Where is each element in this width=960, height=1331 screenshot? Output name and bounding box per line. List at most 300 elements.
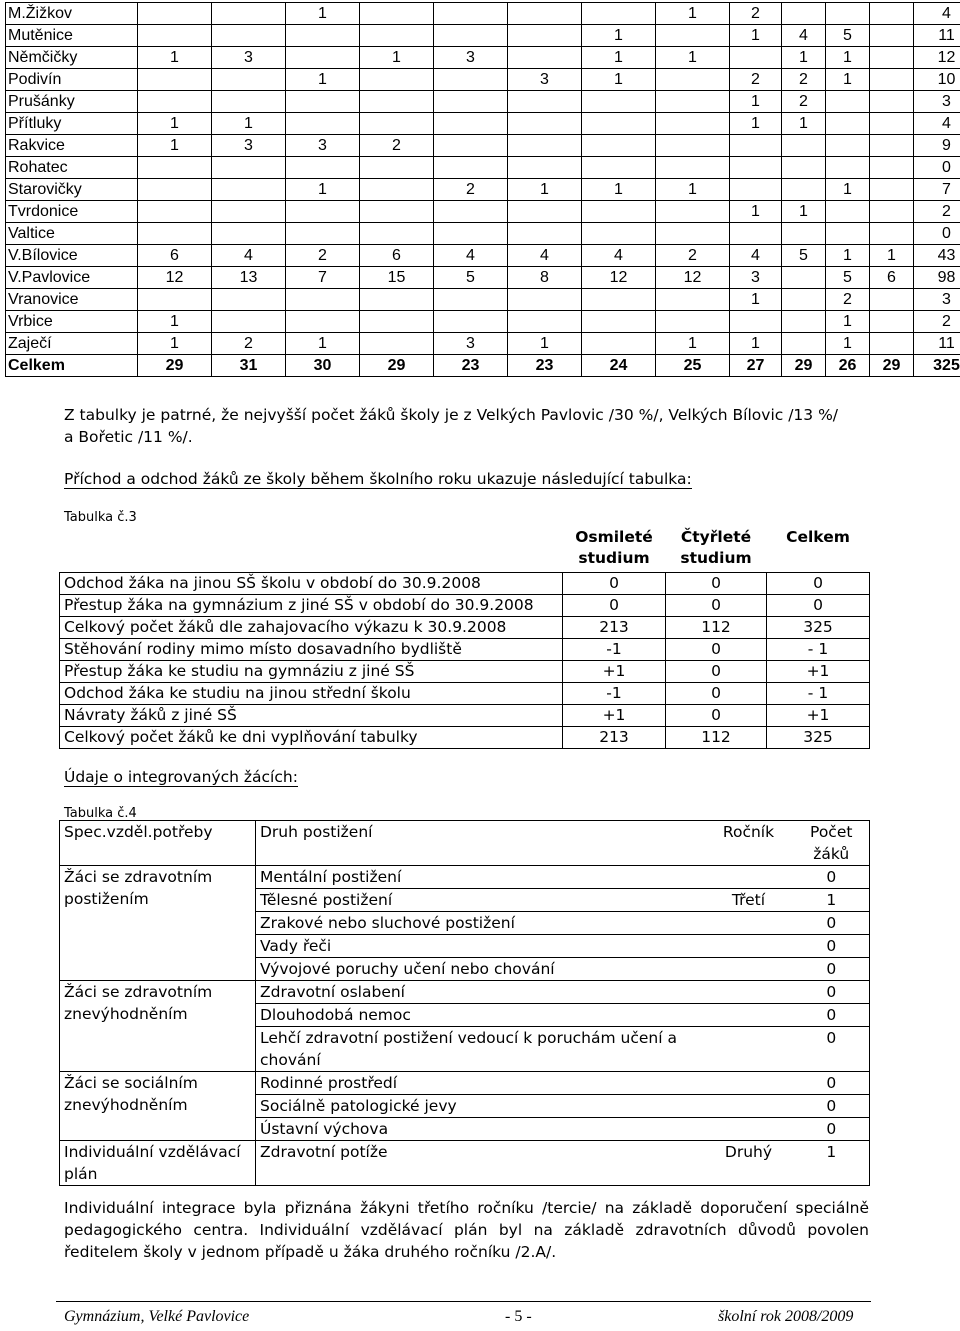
value-cell bbox=[656, 289, 730, 311]
value-cell bbox=[434, 157, 508, 179]
town-row bbox=[6, 69, 960, 91]
value-cell bbox=[656, 157, 730, 179]
value-cell bbox=[730, 179, 782, 201]
row-total-cell: 325 bbox=[914, 355, 960, 377]
value-cell bbox=[360, 91, 434, 113]
value-cell bbox=[138, 289, 212, 311]
value-cell bbox=[434, 289, 508, 311]
value-cell bbox=[138, 69, 212, 91]
value-cell: 30 bbox=[286, 355, 360, 377]
value-cell bbox=[286, 25, 360, 47]
four-year-cell: 0 bbox=[666, 594, 767, 616]
value-cell bbox=[360, 179, 434, 201]
town-name-cell: Podivín bbox=[6, 69, 138, 91]
row-total-cell: 12 bbox=[914, 47, 960, 69]
t4-count: 0 bbox=[794, 912, 870, 935]
value-cell bbox=[782, 311, 826, 333]
value-cell bbox=[730, 223, 782, 245]
eight-year-cell: 0 bbox=[563, 572, 666, 594]
row-total-cell: 7 bbox=[914, 179, 960, 201]
town-row bbox=[6, 91, 960, 113]
row-total-cell: 11 bbox=[914, 25, 960, 47]
value-cell: 2 bbox=[782, 69, 826, 91]
town-name-cell: V.Bílovice bbox=[6, 245, 138, 267]
t4-category-health: Žáci se zdravotním postižením bbox=[60, 866, 256, 981]
value-cell: 1 bbox=[582, 69, 656, 91]
town-row bbox=[6, 333, 960, 355]
value-cell: 1 bbox=[582, 179, 656, 201]
value-cell bbox=[360, 113, 434, 135]
row-total-cell: 3 bbox=[914, 289, 960, 311]
value-cell bbox=[360, 3, 434, 25]
t4-count: 0 bbox=[794, 1095, 870, 1118]
value-cell: 2 bbox=[360, 135, 434, 157]
value-cell: 29 bbox=[782, 355, 826, 377]
value-cell: 1 bbox=[730, 289, 782, 311]
value-cell: 3 bbox=[434, 47, 508, 69]
footer-rule bbox=[56, 1301, 871, 1302]
four-year-cell: 0 bbox=[666, 682, 767, 704]
town-name-cell: Starovičky bbox=[6, 179, 138, 201]
value-cell bbox=[582, 3, 656, 25]
integration-line: pedagogického centra. Individuální vzdělávací plán byl na základě zdravotních důvodů povolen bbox=[64, 1221, 869, 1239]
transfer-row bbox=[60, 682, 870, 704]
value-cell bbox=[212, 201, 286, 223]
value-cell: 13 bbox=[212, 267, 286, 289]
footer-page-number: - 5 - bbox=[505, 1308, 532, 1325]
transfer-label-cell: Návraty žáků z jiné SŠ bbox=[60, 704, 563, 726]
value-cell: 2 bbox=[826, 289, 870, 311]
value-cell: 2 bbox=[434, 179, 508, 201]
value-cell: 1 bbox=[730, 201, 782, 223]
summary-paragraph bbox=[64, 404, 838, 448]
value-cell: 5 bbox=[826, 25, 870, 47]
value-cell bbox=[212, 91, 286, 113]
value-cell: 1 bbox=[508, 333, 582, 355]
row-total-cell: 43 bbox=[914, 245, 960, 267]
value-cell bbox=[138, 201, 212, 223]
value-cell bbox=[582, 157, 656, 179]
value-cell: 1 bbox=[286, 333, 360, 355]
value-cell: 1 bbox=[138, 135, 212, 157]
value-cell bbox=[582, 201, 656, 223]
town-row bbox=[6, 3, 960, 25]
value-cell bbox=[508, 157, 582, 179]
value-cell bbox=[656, 69, 730, 91]
integration-paragraph bbox=[64, 1197, 869, 1263]
value-cell: 15 bbox=[360, 267, 434, 289]
value-cell: 1 bbox=[826, 69, 870, 91]
value-cell: 29 bbox=[870, 355, 914, 377]
value-cell bbox=[826, 91, 870, 113]
value-cell: 6 bbox=[360, 245, 434, 267]
value-cell bbox=[826, 3, 870, 25]
value-cell bbox=[782, 333, 826, 355]
value-cell: 25 bbox=[656, 355, 730, 377]
town-name-cell: Prušánky bbox=[6, 91, 138, 113]
row-total-cell: 2 bbox=[914, 311, 960, 333]
value-cell bbox=[826, 201, 870, 223]
value-cell bbox=[870, 3, 914, 25]
t4-year: Třetí bbox=[704, 889, 794, 912]
value-cell: 12 bbox=[138, 267, 212, 289]
value-cell bbox=[286, 201, 360, 223]
value-cell bbox=[360, 157, 434, 179]
value-cell: 1 bbox=[656, 47, 730, 69]
t4-type: Dlouhodobá nemoc bbox=[256, 1004, 704, 1027]
t4-type: Ústavní výchova bbox=[256, 1118, 704, 1141]
value-cell bbox=[782, 223, 826, 245]
t4-type: Vývojové poruchy učení nebo chování bbox=[256, 958, 704, 981]
value-cell: 3 bbox=[286, 135, 360, 157]
value-cell bbox=[870, 113, 914, 135]
eight-year-cell: +1 bbox=[563, 704, 666, 726]
value-cell: 1 bbox=[730, 25, 782, 47]
t4-category-social: Žáci se sociálním znevýhodněním bbox=[60, 1072, 256, 1141]
t4-count: 0 bbox=[794, 1072, 870, 1095]
transfer-label-cell: Odchod žáka na jinou SŠ školu v období do 30.9.2008 bbox=[60, 572, 563, 594]
value-cell: 26 bbox=[826, 355, 870, 377]
t4-type: Sociálně patologické jevy bbox=[256, 1095, 704, 1118]
t4-header-category: Spec.vzděl.potřeby bbox=[60, 821, 256, 866]
value-cell: 1 bbox=[508, 179, 582, 201]
value-cell bbox=[656, 113, 730, 135]
value-cell bbox=[870, 47, 914, 69]
value-cell bbox=[508, 25, 582, 47]
value-cell bbox=[582, 91, 656, 113]
value-cell: 7 bbox=[286, 267, 360, 289]
transfer-label-cell: Odchod žáka ke studiu na jinou střední školu bbox=[60, 682, 563, 704]
t4-year bbox=[704, 1095, 794, 1118]
value-cell bbox=[360, 201, 434, 223]
value-cell: 1 bbox=[782, 47, 826, 69]
value-cell bbox=[870, 25, 914, 47]
value-cell bbox=[286, 289, 360, 311]
value-cell bbox=[508, 3, 582, 25]
value-cell bbox=[212, 69, 286, 91]
value-cell bbox=[508, 289, 582, 311]
value-cell bbox=[508, 135, 582, 157]
value-cell: 1 bbox=[826, 311, 870, 333]
value-cell bbox=[508, 201, 582, 223]
t4-type: Tělesné postižení bbox=[256, 889, 704, 912]
t3-header-eight-year: Osmileté studium bbox=[575, 528, 653, 567]
value-cell bbox=[212, 3, 286, 25]
value-cell: 1 bbox=[826, 333, 870, 355]
four-year-cell: 112 bbox=[666, 726, 767, 748]
value-cell: 4 bbox=[434, 245, 508, 267]
value-cell bbox=[286, 311, 360, 333]
total-cell: 0 bbox=[767, 594, 870, 616]
value-cell: 4 bbox=[582, 245, 656, 267]
value-cell: 27 bbox=[730, 355, 782, 377]
value-cell: 1 bbox=[782, 113, 826, 135]
value-cell: 1 bbox=[286, 3, 360, 25]
value-cell bbox=[508, 91, 582, 113]
t4-type: Rodinné prostředí bbox=[256, 1072, 704, 1095]
value-cell bbox=[656, 25, 730, 47]
value-cell bbox=[508, 223, 582, 245]
value-cell bbox=[730, 135, 782, 157]
integrated-students-table bbox=[59, 820, 870, 1186]
transfer-row bbox=[60, 660, 870, 682]
value-cell bbox=[138, 91, 212, 113]
transfer-label-cell: Přestup žáka na gymnázium z jiné SŠ v období do 30.9.2008 bbox=[60, 594, 563, 616]
value-cell: 23 bbox=[434, 355, 508, 377]
row-total-cell: 4 bbox=[914, 113, 960, 135]
value-cell bbox=[138, 223, 212, 245]
value-cell bbox=[360, 223, 434, 245]
value-cell: 12 bbox=[582, 267, 656, 289]
t4-count: 0 bbox=[794, 935, 870, 958]
value-cell bbox=[434, 311, 508, 333]
value-cell: 24 bbox=[582, 355, 656, 377]
value-cell: 1 bbox=[360, 47, 434, 69]
t4-count: 0 bbox=[794, 1004, 870, 1027]
value-cell bbox=[870, 333, 914, 355]
value-cell bbox=[782, 135, 826, 157]
four-year-cell: 0 bbox=[666, 660, 767, 682]
value-cell bbox=[286, 91, 360, 113]
town-row bbox=[6, 25, 960, 47]
value-cell: 1 bbox=[138, 311, 212, 333]
transfer-label-cell: Celkový počet žáků ke dni vyplňování tabulky bbox=[60, 726, 563, 748]
town-row bbox=[6, 311, 960, 333]
town-name-cell: Přítluky bbox=[6, 113, 138, 135]
value-cell bbox=[782, 179, 826, 201]
value-cell: 4 bbox=[730, 245, 782, 267]
table4-caption: Tabulka č.4 bbox=[64, 806, 137, 821]
value-cell bbox=[138, 25, 212, 47]
value-cell bbox=[730, 311, 782, 333]
value-cell bbox=[434, 91, 508, 113]
value-cell bbox=[656, 201, 730, 223]
four-year-cell: 0 bbox=[666, 704, 767, 726]
value-cell: 23 bbox=[508, 355, 582, 377]
value-cell: 2 bbox=[286, 245, 360, 267]
t4-category-disadvantage: Žáci se zdravotním znevýhodněním bbox=[60, 981, 256, 1072]
row-total-cell: 0 bbox=[914, 157, 960, 179]
town-name-cell: V.Pavlovice bbox=[6, 267, 138, 289]
value-cell bbox=[870, 289, 914, 311]
transfer-row bbox=[60, 616, 870, 638]
t4-count: 0 bbox=[794, 1027, 870, 1072]
total-cell: 325 bbox=[767, 616, 870, 638]
value-cell bbox=[434, 3, 508, 25]
value-cell bbox=[360, 289, 434, 311]
eight-year-cell: 0 bbox=[563, 594, 666, 616]
value-cell bbox=[656, 91, 730, 113]
value-cell bbox=[286, 157, 360, 179]
value-cell: 4 bbox=[508, 245, 582, 267]
transfer-label-cell: Celkový počet žáků dle zahajovacího výkazu k 30.9.2008 bbox=[60, 616, 563, 638]
t4-year bbox=[704, 866, 794, 889]
transfer-row bbox=[60, 594, 870, 616]
town-name-cell: Tvrdonice bbox=[6, 201, 138, 223]
t4-count: 1 bbox=[794, 889, 870, 912]
value-cell bbox=[360, 69, 434, 91]
town-name-cell: Vranovice bbox=[6, 289, 138, 311]
transfer-row bbox=[60, 704, 870, 726]
footer-school-year: školní rok 2008/2009 bbox=[718, 1308, 854, 1325]
transfer-row bbox=[60, 638, 870, 660]
value-cell bbox=[434, 69, 508, 91]
value-cell: 5 bbox=[434, 267, 508, 289]
integrated-heading: Údaje o integrovaných žácích: bbox=[64, 768, 298, 786]
eight-year-cell: +1 bbox=[563, 660, 666, 682]
value-cell bbox=[870, 157, 914, 179]
summary-line: Z tabulky je patrné, že nejvyšší počet žáků školy je z Velkých Pavlovic /30 %/, Velkých Bílovic /13 %/ bbox=[64, 406, 839, 424]
t4-category-plan: Individuální vzdělávací plán bbox=[60, 1141, 256, 1186]
summary-line: a Bořetic /11 %/. bbox=[64, 428, 193, 446]
total-row bbox=[6, 355, 960, 377]
value-cell: 1 bbox=[656, 3, 730, 25]
value-cell: 31 bbox=[212, 355, 286, 377]
table3-caption: Tabulka č.3 bbox=[64, 510, 137, 525]
value-cell: 2 bbox=[730, 3, 782, 25]
eight-year-cell: -1 bbox=[563, 638, 666, 660]
value-cell bbox=[434, 25, 508, 47]
t4-year bbox=[704, 958, 794, 981]
value-cell bbox=[782, 267, 826, 289]
t4-year: Druhý bbox=[704, 1141, 794, 1186]
town-row bbox=[6, 113, 960, 135]
value-cell: 29 bbox=[138, 355, 212, 377]
t4-year bbox=[704, 1027, 794, 1072]
town-name-cell: Valtice bbox=[6, 223, 138, 245]
total-cell: 0 bbox=[767, 572, 870, 594]
value-cell bbox=[212, 311, 286, 333]
transfers-table bbox=[59, 526, 870, 749]
total-cell: - 1 bbox=[767, 682, 870, 704]
value-cell bbox=[286, 223, 360, 245]
value-cell bbox=[870, 201, 914, 223]
value-cell bbox=[870, 135, 914, 157]
four-year-cell: 0 bbox=[666, 638, 767, 660]
eight-year-cell: -1 bbox=[563, 682, 666, 704]
value-cell: 8 bbox=[508, 267, 582, 289]
value-cell bbox=[582, 135, 656, 157]
value-cell: 29 bbox=[360, 355, 434, 377]
value-cell: 4 bbox=[212, 245, 286, 267]
town-name-cell: Rohatec bbox=[6, 157, 138, 179]
t4-count: 1 bbox=[794, 1141, 870, 1186]
value-cell bbox=[434, 223, 508, 245]
value-cell bbox=[782, 157, 826, 179]
row-total-cell: 4 bbox=[914, 3, 960, 25]
value-cell: 1 bbox=[826, 47, 870, 69]
value-cell: 1 bbox=[730, 113, 782, 135]
town-name-cell: Celkem bbox=[6, 355, 138, 377]
town-row bbox=[6, 289, 960, 311]
value-cell bbox=[212, 157, 286, 179]
t4-type: Zrakové nebo sluchové postižení bbox=[256, 912, 704, 935]
value-cell bbox=[870, 91, 914, 113]
value-cell bbox=[360, 25, 434, 47]
value-cell: 1 bbox=[582, 25, 656, 47]
t3-header-total: Celkem bbox=[786, 528, 850, 546]
t4-type: Vady řeči bbox=[256, 935, 704, 958]
value-cell bbox=[286, 47, 360, 69]
value-cell bbox=[286, 113, 360, 135]
value-cell: 2 bbox=[730, 69, 782, 91]
t4-count: 0 bbox=[794, 866, 870, 889]
value-cell bbox=[782, 3, 826, 25]
town-row bbox=[6, 135, 960, 157]
footer-school: Gymnázium, Velké Pavlovice bbox=[64, 1308, 250, 1325]
value-cell: 1 bbox=[826, 245, 870, 267]
town-name-cell: Mutěnice bbox=[6, 25, 138, 47]
value-cell: 1 bbox=[138, 113, 212, 135]
t4-type: Mentální postižení bbox=[256, 866, 704, 889]
total-cell: 325 bbox=[767, 726, 870, 748]
four-year-cell: 112 bbox=[666, 616, 767, 638]
value-cell bbox=[508, 113, 582, 135]
t4-header-count: Počet žáků bbox=[794, 821, 870, 866]
value-cell: 5 bbox=[782, 245, 826, 267]
value-cell bbox=[360, 333, 434, 355]
transfer-label-cell: Přestup žáka ke studiu na gymnáziu z jiné SŠ bbox=[60, 660, 563, 682]
value-cell bbox=[826, 113, 870, 135]
row-total-cell: 9 bbox=[914, 135, 960, 157]
value-cell: 4 bbox=[782, 25, 826, 47]
town-row bbox=[6, 201, 960, 223]
value-cell: 2 bbox=[656, 245, 730, 267]
town-row bbox=[6, 223, 960, 245]
value-cell: 1 bbox=[656, 179, 730, 201]
value-cell bbox=[582, 223, 656, 245]
t4-year bbox=[704, 912, 794, 935]
t4-count: 0 bbox=[794, 981, 870, 1004]
value-cell bbox=[730, 157, 782, 179]
town-name-cell: M.Žižkov bbox=[6, 3, 138, 25]
value-cell bbox=[508, 311, 582, 333]
row-total-cell: 3 bbox=[914, 91, 960, 113]
transfer-row bbox=[60, 572, 870, 594]
value-cell: 1 bbox=[286, 69, 360, 91]
t4-type: Lehčí zdravotní postižení vedoucí k poruchám učení a chování bbox=[256, 1027, 704, 1072]
t4-year bbox=[704, 1072, 794, 1095]
value-cell bbox=[360, 311, 434, 333]
row-total-cell: 98 bbox=[914, 267, 960, 289]
eight-year-cell: 213 bbox=[563, 616, 666, 638]
t4-header-type: Druh postižení bbox=[256, 821, 704, 866]
value-cell: 2 bbox=[212, 333, 286, 355]
value-cell bbox=[730, 47, 782, 69]
value-cell bbox=[826, 223, 870, 245]
value-cell bbox=[582, 311, 656, 333]
t3-header-four-year: Čtyřleté studium bbox=[680, 528, 752, 567]
row-total-cell: 0 bbox=[914, 223, 960, 245]
t4-count: 0 bbox=[794, 958, 870, 981]
value-cell bbox=[212, 25, 286, 47]
value-cell: 1 bbox=[730, 91, 782, 113]
value-cell: 1 bbox=[656, 333, 730, 355]
t4-type: Zdravotní oslabení bbox=[256, 981, 704, 1004]
value-cell bbox=[212, 289, 286, 311]
total-cell: - 1 bbox=[767, 638, 870, 660]
integration-line: ředitelem školy v jednom případě u žáka druhého ročníku /2.A/. bbox=[64, 1243, 557, 1261]
value-cell bbox=[434, 201, 508, 223]
value-cell bbox=[138, 179, 212, 201]
transfers-heading: Příchod a odchod žáků ze školy během školního roku ukazuje následující tabulka: bbox=[64, 470, 692, 488]
town-name-cell: Vrbice bbox=[6, 311, 138, 333]
total-cell: +1 bbox=[767, 704, 870, 726]
value-cell: 5 bbox=[826, 267, 870, 289]
town-name-cell: Zaječí bbox=[6, 333, 138, 355]
row-total-cell: 2 bbox=[914, 201, 960, 223]
total-cell: +1 bbox=[767, 660, 870, 682]
